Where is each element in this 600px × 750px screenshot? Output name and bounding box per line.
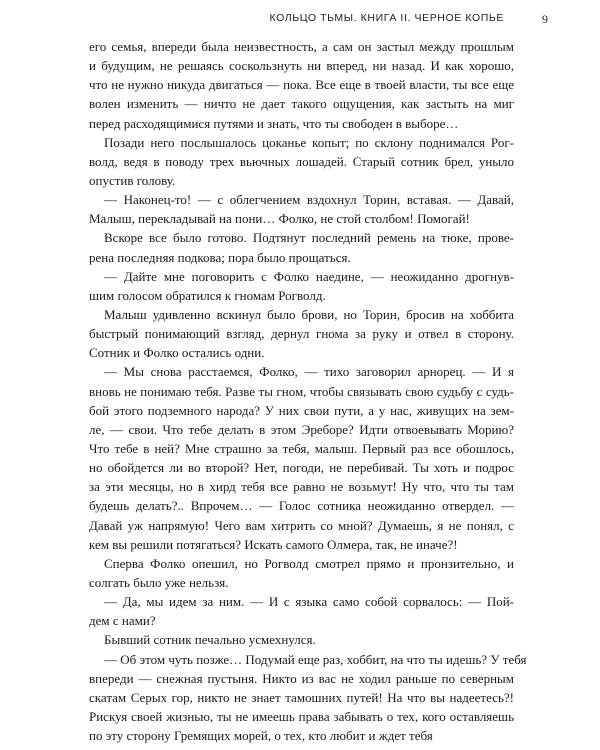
- text-line: Рискуя своей жизнью, ты не имеешь права забывать о тех, кого оставляешь: [89, 708, 514, 724]
- paragraph: [89, 305, 514, 362]
- paragraph: [89, 630, 514, 649]
- text-line: Бывший сотник печально усмехнулся.: [104, 632, 316, 648]
- text-line: волен изменить — ничто не дает такого ощущения, как застыть на миг: [89, 96, 514, 112]
- text-line: волд, ведя в поводу трех вьючных лошадей. Старый сотник брел, уныло: [89, 153, 514, 169]
- text-line: — Мы снова расстаемся, Фолко, — тихо заговорил арнорец. — И я: [104, 364, 514, 380]
- text-line: дем с нами?: [89, 613, 156, 629]
- text-line: — Да, мы идем за ним. — И с языка само собой сорвалось: — Пой-: [104, 594, 514, 610]
- text-line: Вскоре все было готово. Подтянут последний ремень на тюке, прове-: [104, 230, 514, 246]
- text-line: Давай уж напрямую! Чего вам хитрить со мной? Думаешь, я не понял, с: [89, 517, 514, 533]
- text-line: его семья, впереди была неизвестность, а сам он застыл между прошлым: [89, 39, 514, 54]
- paragraph: [89, 37, 514, 133]
- text-line: по эту сторону Гремящих морей, о тех, кто любит и ждет тебя: [89, 728, 433, 744]
- text-line: ле, — свои. Что тебе делать в этом Эреборе? Идти отвоевывать Морию?: [89, 421, 514, 437]
- text-line: вновь не понимаю тебя. Разве ты гном, чтобы связывать свою судьбу с судь-: [89, 383, 514, 399]
- paragraph: [89, 267, 514, 305]
- text-line: опустив голову.: [89, 172, 176, 188]
- text-line: бой этого подземного народа? У них свои пути, а у нас, живущих на зем-: [89, 402, 514, 418]
- text-line: — Наконец-то! — с облегчением вздохнул Торин, вставая. — Давай,: [104, 192, 514, 208]
- text-line: что не нужно никуда двигаться — пока. Все еще в твоей власти, ты все еще: [89, 77, 514, 93]
- text-line: будешь делать?.. Впрочем… — Голос сотника неожиданно отвердел. —: [89, 498, 514, 514]
- page-header: [40, 12, 548, 28]
- text-line: — Об этом чуть позже… Подумай еще раз, хоббит, на что ты идешь? У тебя: [104, 651, 527, 667]
- text-line: и будущим, не решаясь соскользнуть ни вперед, ни назад. И как хорошо,: [89, 58, 514, 74]
- text-line: Позади него послышалось цоканье копыт; по склону поднимался Рог-: [104, 134, 514, 150]
- text-line: впереди — снежная пустыня. Никто из вас не ходил раньше по северным: [89, 670, 514, 686]
- paragraph: [89, 133, 514, 190]
- text-line: Сперва Фолко опешил, но Рогволд смотрел прямо и пронзительно, и: [104, 555, 514, 571]
- text-line: — Дайте мне поговорить с Фолко наедине, — неожиданно дрогнув-: [104, 268, 514, 284]
- text-body: [89, 37, 527, 745]
- paragraph: [89, 554, 514, 592]
- paragraph: [89, 650, 527, 746]
- text-line: рена последняя подкова; пора было прощаться.: [89, 249, 351, 265]
- text-line: за эти месяцы, но в хирд тебя все равно не возьмут! Ну что, что ты там: [89, 479, 514, 495]
- paragraph: [89, 592, 514, 630]
- text-line: солгать было уже нельзя.: [89, 574, 229, 590]
- text-line: Малыш удивленно вскинул было брови, но Торин, бросив на хоббита: [104, 306, 514, 322]
- running-title: КОЛЬЦО ТЬМЫ. КНИГА II. ЧЕРНОЕ КОПЬЕ: [269, 12, 504, 24]
- text-line: Малыш, перекладывай на пони… Фолко, не стой столбом! Помогай!: [89, 211, 470, 227]
- text-line: Что тебе в ней? Мне страшно за тебя, малыш. Первый раз все обошлось,: [89, 440, 514, 456]
- page-number: 9: [542, 12, 548, 26]
- text-line: перед расходящимися путями и знать, что ты свободен в выборе…: [89, 115, 459, 131]
- text-line: но обойдется ли во второй? Нет, погоди, не перебивай. Ты хоть и подрос: [89, 460, 514, 476]
- paragraph: [89, 362, 514, 553]
- paragraph: [89, 228, 514, 266]
- text-line: шим голосом обратился к гномам Рогволд.: [89, 287, 326, 303]
- text-line: быстрый понимающий взгляд, дернул гнома за руку и отвел в сторону.: [89, 326, 514, 342]
- text-line: кем вы решили потягаться? Искать самого Олмера, так, не иначе?!: [89, 536, 458, 552]
- text-line: скатам Серых гор, никто не знает тамошних путей! На что вы надеетесь?!: [89, 689, 514, 705]
- text-line: Сотник и Фолко остались одни.: [89, 345, 265, 361]
- paragraph: [89, 190, 514, 228]
